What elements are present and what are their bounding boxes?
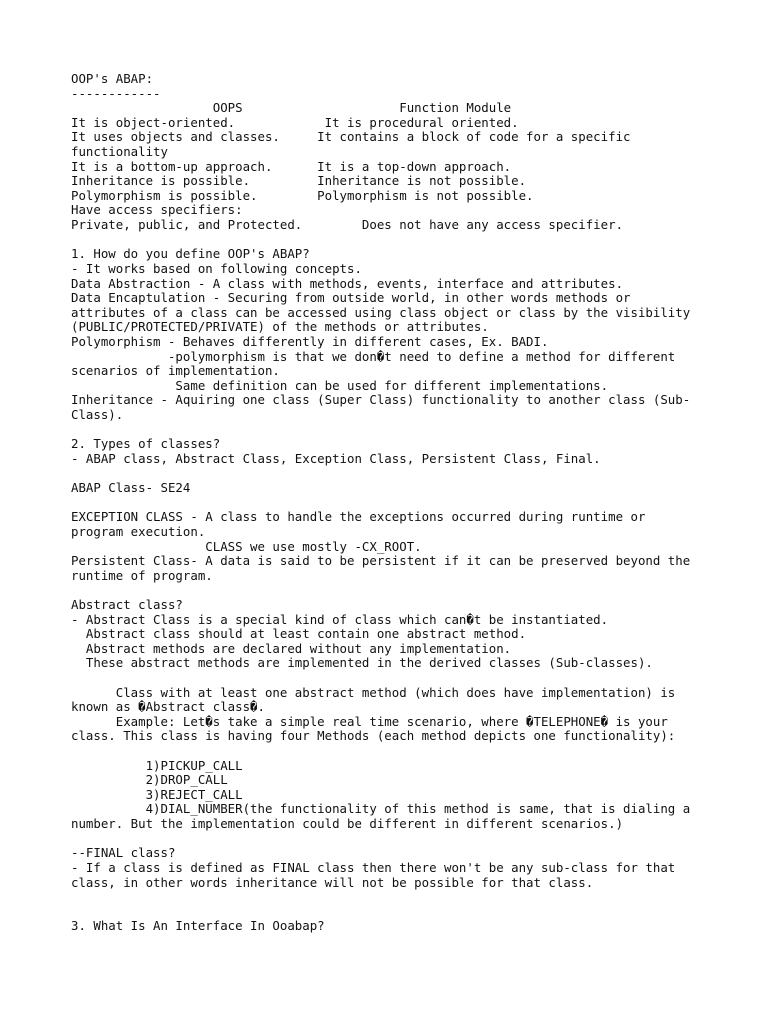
doc-line: functionality	[71, 144, 168, 160]
doc-line: OOP's ABAP:	[71, 71, 154, 86]
doc-line	[71, 744, 731, 759]
doc-line: 2. Types of classes?	[71, 436, 221, 452]
doc-line: - Abstract Class is a special kind of class which can�t be instantiated.	[71, 611, 609, 627]
doc-line	[71, 423, 731, 438]
doc-line: number. But the implementation could be different in different scenarios.)	[71, 816, 624, 832]
doc-line: Private, public, and Protected. Does not have any access specifier.	[71, 217, 624, 233]
doc-line	[71, 890, 731, 905]
doc-line: 4)DIAL_NUMBER(the functionality of this method is same, that is dialing a	[71, 801, 691, 817]
doc-line	[71, 583, 731, 598]
doc-line: 2)DROP_CALL	[71, 772, 228, 788]
doc-line: scenarios of implementation.	[71, 363, 280, 379]
doc-line: 1)PICKUP_CALL	[71, 757, 243, 773]
doc-line: -polymorphism is that we don�t need to define a method for different	[71, 348, 676, 364]
doc-line	[71, 233, 731, 248]
doc-line	[71, 905, 731, 920]
doc-line: It uses objects and classes. It contains a block of code for a specific	[71, 129, 631, 145]
doc-line	[71, 466, 731, 481]
doc-line: These abstract methods are implemented in the derived classes (Sub-classes).	[71, 655, 653, 671]
doc-line: Abstract class should at least contain one abstract method.	[71, 626, 527, 642]
document-page	[71, 72, 731, 934]
doc-line: Class with at least one abstract method (which does have implementation) is	[71, 684, 676, 700]
doc-line	[71, 496, 731, 511]
doc-line: OOPS Function Module	[71, 100, 512, 116]
doc-line: class. This class is having four Methods (each method depicts one functionality):	[71, 728, 676, 744]
doc-line: Persistent Class- A data is said to be persistent if it can be preserved beyond the	[71, 553, 691, 569]
doc-line: CLASS we use mostly -CX_ROOT.	[71, 538, 422, 554]
doc-line: Abstract methods are declared without any implementation.	[71, 640, 512, 656]
doc-line: ABAP Class- SE24	[71, 480, 191, 496]
doc-line: Inheritance - Aquiring one class (Super Class) functionality to another class (Sub-	[71, 392, 691, 408]
doc-line: Example: Let�s take a simple real time scenario, where �TELEPHONE� is your	[71, 713, 668, 729]
doc-line: - If a class is defined as FINAL class then there won't be any sub-class for that	[71, 859, 676, 875]
doc-line: ------------	[71, 85, 161, 101]
doc-line: Data Encaptulation - Securing from outside world, in other words methods or	[71, 290, 631, 306]
doc-line: 1. How do you define OOP's ABAP?	[71, 246, 310, 262]
doc-line: Polymorphism - Behaves differently in different cases, Ex. BADI.	[71, 333, 549, 349]
doc-line: It is object-oriented. It is procedural oriented.	[71, 114, 519, 130]
doc-line	[71, 671, 731, 686]
doc-line: (PUBLIC/PROTECTED/PRIVATE) of the methods or attributes.	[71, 319, 489, 335]
doc-line: program execution.	[71, 523, 206, 539]
doc-line: class, in other words inheritance will not be possible for that class.	[71, 874, 594, 890]
doc-line: runtime of program.	[71, 567, 213, 583]
doc-line: - ABAP class, Abstract Class, Exception Class, Persistent Class, Final.	[71, 450, 601, 466]
doc-line: known as �Abstract class�.	[71, 699, 265, 715]
doc-line: Class).	[71, 407, 124, 423]
doc-line: attributes of a class can be accessed using class object or class by the visibility	[71, 304, 691, 320]
doc-line: Inheritance is possible. Inheritance is not possible.	[71, 173, 527, 189]
doc-line: 3. What Is An Interface In Ooabap?	[71, 918, 325, 934]
doc-line: - It works based on following concepts.	[71, 260, 362, 276]
doc-line: EXCEPTION CLASS - A class to handle the exceptions occurred during runtime or	[71, 509, 646, 525]
doc-line: Same definition can be used for different implementations.	[71, 377, 609, 393]
doc-line: Data Abstraction - A class with methods, events, interface and attributes.	[71, 275, 624, 291]
doc-line: It is a bottom-up approach. It is a top-down approach.	[71, 158, 512, 174]
doc-line	[71, 832, 731, 847]
doc-line: --FINAL class?	[71, 845, 176, 861]
doc-line: Abstract class?	[71, 596, 183, 612]
doc-line: Have access specifiers:	[71, 202, 243, 218]
doc-line: Polymorphism is possible. Polymorphism is not possible.	[71, 187, 534, 203]
doc-line: 3)REJECT_CALL	[71, 786, 243, 802]
